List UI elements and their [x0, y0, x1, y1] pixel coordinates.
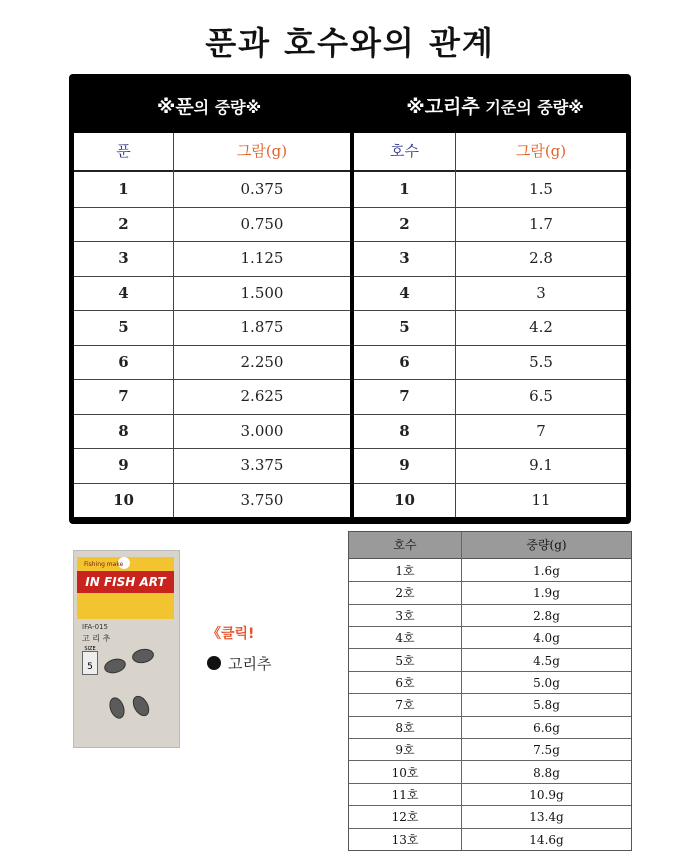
header-mark: ※ [156, 96, 176, 118]
sinker-icon [131, 647, 155, 665]
pun-cell: 5 [118, 318, 129, 336]
hosu-cell: 5 [399, 318, 410, 336]
sinker-icon [107, 695, 128, 720]
hosu-cell: 10 [394, 490, 415, 509]
hosu-gram-cell: 1.5 [529, 180, 553, 198]
hosu-cell: 1호 [395, 564, 415, 578]
pun-hosu-table [69, 74, 631, 524]
pun-cell: 2 [118, 214, 129, 233]
gorichu-label: 고리추 [228, 655, 272, 673]
hosu-weight-header [359, 92, 631, 122]
pun-cell: 3 [118, 249, 129, 267]
column-divider [455, 133, 456, 517]
table-row [349, 693, 631, 716]
pun-gram-cell: 3.000 [240, 421, 284, 440]
product-code: IFA-015 [82, 623, 108, 631]
weight-cell: 4.5g [533, 653, 560, 668]
pun-gram-cell: 1.500 [240, 283, 284, 302]
hosu-gram-cell: 1.7 [529, 214, 553, 233]
hosu-gram-cell: 4.2 [529, 318, 553, 336]
hosu-cell: 4호 [395, 631, 415, 646]
weight-cell: 8.8g [533, 765, 560, 780]
table-row [349, 783, 631, 806]
table-row [349, 738, 631, 761]
table-separator [350, 133, 354, 517]
size-value: 5 [87, 662, 93, 672]
hosu-cell: 8 [399, 421, 410, 440]
page-title: 푼과 호수와의 관계 [205, 24, 495, 62]
size-label: SIZE [84, 646, 96, 652]
sinker-icon [129, 693, 152, 719]
pun-cell: 9 [118, 456, 129, 474]
header-gorichu-rest: 기준의 중량※ [479, 98, 584, 117]
hosu-cell: 9 [399, 456, 410, 474]
pun-gram-cell: 0.375 [240, 180, 284, 198]
table-row [349, 716, 631, 739]
pun-cell: 4 [118, 283, 129, 302]
hosu-cell: 7호 [395, 698, 415, 713]
header-pun: 푼 [175, 96, 194, 118]
size-box [82, 646, 98, 675]
column-divider [173, 133, 174, 517]
hosu-cell: 6호 [395, 676, 415, 690]
click-link[interactable]: 《클릭! [207, 626, 255, 642]
pun-gram-cell: 2.250 [240, 352, 284, 371]
pun-gram-cell: 3.375 [240, 456, 284, 474]
hosu-gram-cell: 7 [536, 421, 546, 440]
pun-weight-header [69, 92, 349, 122]
pun-gram-cell: 1.875 [240, 318, 284, 336]
pun-gram-cell: 0.750 [240, 214, 284, 233]
hosu-gram-cell: 5.5 [529, 352, 553, 371]
pun-gram-cell: 2.625 [240, 387, 284, 405]
weight-cell: 2.8g [533, 608, 560, 623]
pun-cell: 7 [118, 387, 129, 405]
col-header-pun-gram: 그람(g) [174, 133, 350, 172]
weight-cell: 1.6g [533, 564, 560, 578]
pun-cell: 8 [118, 421, 129, 440]
hosu-cell: 2 [399, 214, 410, 233]
table-row [349, 805, 631, 828]
gorichu-package-image[interactable] [73, 550, 180, 748]
gorichu-weight-table [348, 531, 632, 851]
col-header-hosu: 호수 [354, 133, 455, 172]
weight-cell: 7.5g [533, 743, 560, 758]
header-pun-rest: 의 중량※ [193, 98, 262, 117]
hosu-cell: 8호 [395, 720, 415, 735]
hosu-cell: 9호 [395, 743, 415, 758]
hosu-cell: 11호 [391, 788, 419, 802]
hosu-cell: 7 [399, 387, 410, 405]
hosu-cell: 10호 [391, 765, 419, 780]
hosu-cell: 13호 [391, 832, 419, 847]
pun-gram-cell: 1.125 [240, 249, 284, 267]
weight-cell: 1.9g [533, 586, 560, 601]
pun-gram-cell: 3.750 [240, 490, 284, 509]
brand-tagline: Fishing make [84, 561, 124, 568]
hosu-cell: 12호 [391, 810, 419, 825]
weight-cell: 14.6g [529, 832, 564, 847]
header-gorichu: ※고리추 [406, 96, 480, 118]
hosu-cell: 3호 [395, 608, 415, 623]
sinker-icon [103, 656, 128, 675]
table-body [74, 133, 626, 517]
hosu-gram-cell: 3 [536, 283, 546, 302]
hosu-gram-cell: 2.8 [529, 249, 553, 267]
pun-cell: 6 [118, 352, 129, 371]
table-row [349, 604, 631, 627]
col-header-hosu-gram: 그람(g) [456, 133, 626, 172]
hosu-cell: 5호 [395, 653, 415, 668]
col-header-weight: 중량(g) [526, 538, 567, 552]
table-row [349, 828, 631, 850]
pun-cell: 10 [113, 490, 134, 509]
weight-cell: 6.6g [533, 720, 560, 735]
weight-cell: 4.0g [533, 631, 560, 646]
hosu-cell: 3 [399, 249, 410, 267]
table-row [349, 581, 631, 604]
column-divider [461, 532, 462, 850]
hosu-gram-cell: 11 [531, 490, 551, 509]
pun-cell: 1 [118, 180, 129, 198]
brand-logo: IN FISH ART [85, 575, 166, 589]
hosu-cell: 1 [399, 180, 410, 198]
hosu-cell: 4 [399, 283, 410, 302]
hosu-cell: 6 [399, 352, 410, 371]
weight-cell: 13.4g [529, 810, 564, 825]
weight-cell: 5.0g [533, 676, 560, 690]
product-name: 고 리 추 [82, 634, 111, 643]
col-header-pun: 푼 [74, 133, 173, 172]
weight-cell: 10.9g [529, 788, 564, 802]
table-row [349, 761, 631, 784]
table-row [349, 649, 631, 672]
table-row [349, 671, 631, 694]
table-row [349, 559, 631, 582]
bullet-icon [207, 656, 221, 670]
small-table-header [349, 532, 631, 559]
hosu-gram-cell: 9.1 [529, 456, 553, 474]
col-header-hosu: 호수 [393, 538, 417, 552]
hosu-gram-cell: 6.5 [529, 387, 553, 405]
weight-cell: 5.8g [533, 698, 560, 713]
table-row [349, 626, 631, 649]
hosu-cell: 2호 [395, 586, 415, 601]
